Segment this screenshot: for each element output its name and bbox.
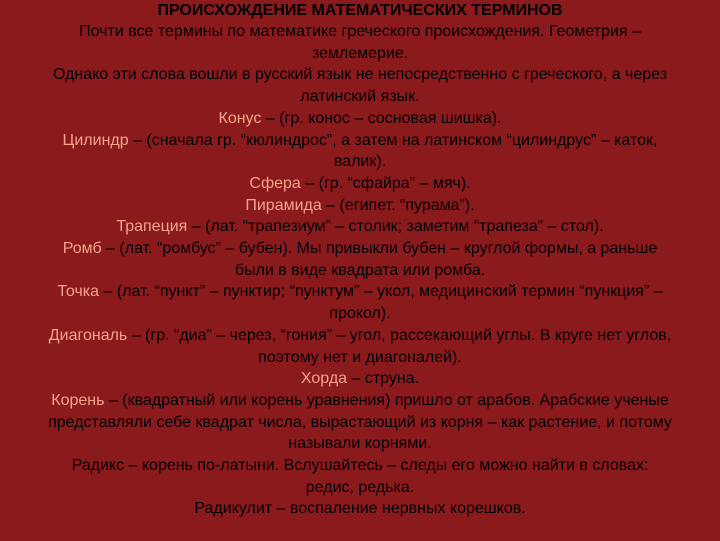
term-tochka	[4, 281, 716, 324]
intro-paragraph-2	[4, 64, 716, 107]
slide-title: ПРОИСХОЖДЕНИЕ МАТЕМАТИЧЕСКИХ ТЕРМИНОВ	[157, 2, 563, 19]
intro-1-line-2: землемерие.	[311, 44, 409, 62]
term-piramida-desc: – (египет. “пурама”).	[321, 196, 475, 214]
radiks-line-1: Радикс – корень по-латыни. Вслушайтесь – следы его можно найти в словах:	[71, 457, 649, 475]
term-konus-desc: – (гр. конос – сосновая шишка).	[261, 109, 502, 127]
term-horda	[4, 368, 716, 390]
term-diagonal-desc-2: поэтому нет и диагоналей).	[258, 348, 462, 366]
intro-1-line-1: Почти все термины по математике греческого происхождения. Геометрия –	[79, 23, 641, 40]
term-sfera-desc: – (гр. “сфайра” – мяч).	[300, 174, 471, 192]
term-sfera-word: Сфера	[249, 174, 301, 192]
term-cilindr-desc-2: валик).	[333, 153, 387, 171]
term-horda-word: Хорда	[300, 370, 348, 388]
term-trapeciya	[4, 216, 716, 238]
term-piramida-word: Пирамида	[245, 196, 322, 214]
term-tochka-word: Точка	[57, 283, 100, 301]
radiks-line-2: редис, редька.	[305, 478, 415, 496]
term-sfera	[4, 173, 716, 195]
intro-paragraph-1	[4, 21, 716, 64]
term-koren-desc-1: – (квадратный или корень уравнения) пришло от арабов. Арабские ученые	[104, 391, 669, 409]
term-tochka-desc-2: прокол).	[329, 305, 391, 323]
term-tochka-desc-1: – (лат. “пункт” – пунктир; “пунктум” – укол, медицинский термин “пункция” –	[99, 283, 663, 301]
term-horda-desc: – струна.	[347, 370, 420, 388]
term-koren-desc-3: называли корнями.	[288, 435, 432, 453]
term-koren	[4, 390, 716, 455]
term-diagonal-word: Диагональ	[48, 326, 128, 344]
term-koren-word: Корень	[51, 391, 105, 409]
term-cilindr	[4, 130, 716, 173]
term-romb-desc-2: были в виде квадрата или ромба.	[234, 261, 486, 279]
slide	[0, 1, 720, 541]
term-trapeciya-word: Трапеция	[116, 218, 188, 236]
term-cilindr-desc-1: – (сначала гр. “кюлиндрос”, а затем на латинском “цилиндрус” – каток,	[128, 131, 658, 149]
term-diagonal-desc-1: – (гр. “диа” – через, “гония” – угол, рассекающий углы. В круге нет углов,	[127, 326, 672, 344]
intro-2-line-1: Однако эти слова вошли в русский язык не непосредственно с греческого, а через	[52, 66, 668, 84]
term-konus-word: Конус	[218, 109, 262, 127]
radikulit-paragraph: Радикулит – воспаление нервных корешков.	[194, 500, 526, 518]
term-trapeciya-desc: – (лат. “трапезиум” – столик; заметим “трапеза” – стол).	[187, 218, 604, 236]
term-diagonal	[4, 325, 716, 368]
term-cilindr-word: Цилиндр	[62, 131, 129, 149]
term-romb	[4, 238, 716, 281]
intro-2-line-2: латинский язык.	[300, 88, 420, 106]
term-koren-desc-2: представляли себе квадрат числа, вырастающий из корня – как растение, и потому	[48, 413, 672, 431]
radiks-paragraph	[4, 455, 716, 498]
term-romb-word: Ромб	[62, 240, 102, 258]
term-piramida	[4, 195, 716, 217]
term-romb-desc-1: – (лат. “ромбус” – бубен). Мы привыкли бубен – круглой формы, а раньше	[101, 240, 658, 258]
term-konus	[4, 108, 716, 130]
